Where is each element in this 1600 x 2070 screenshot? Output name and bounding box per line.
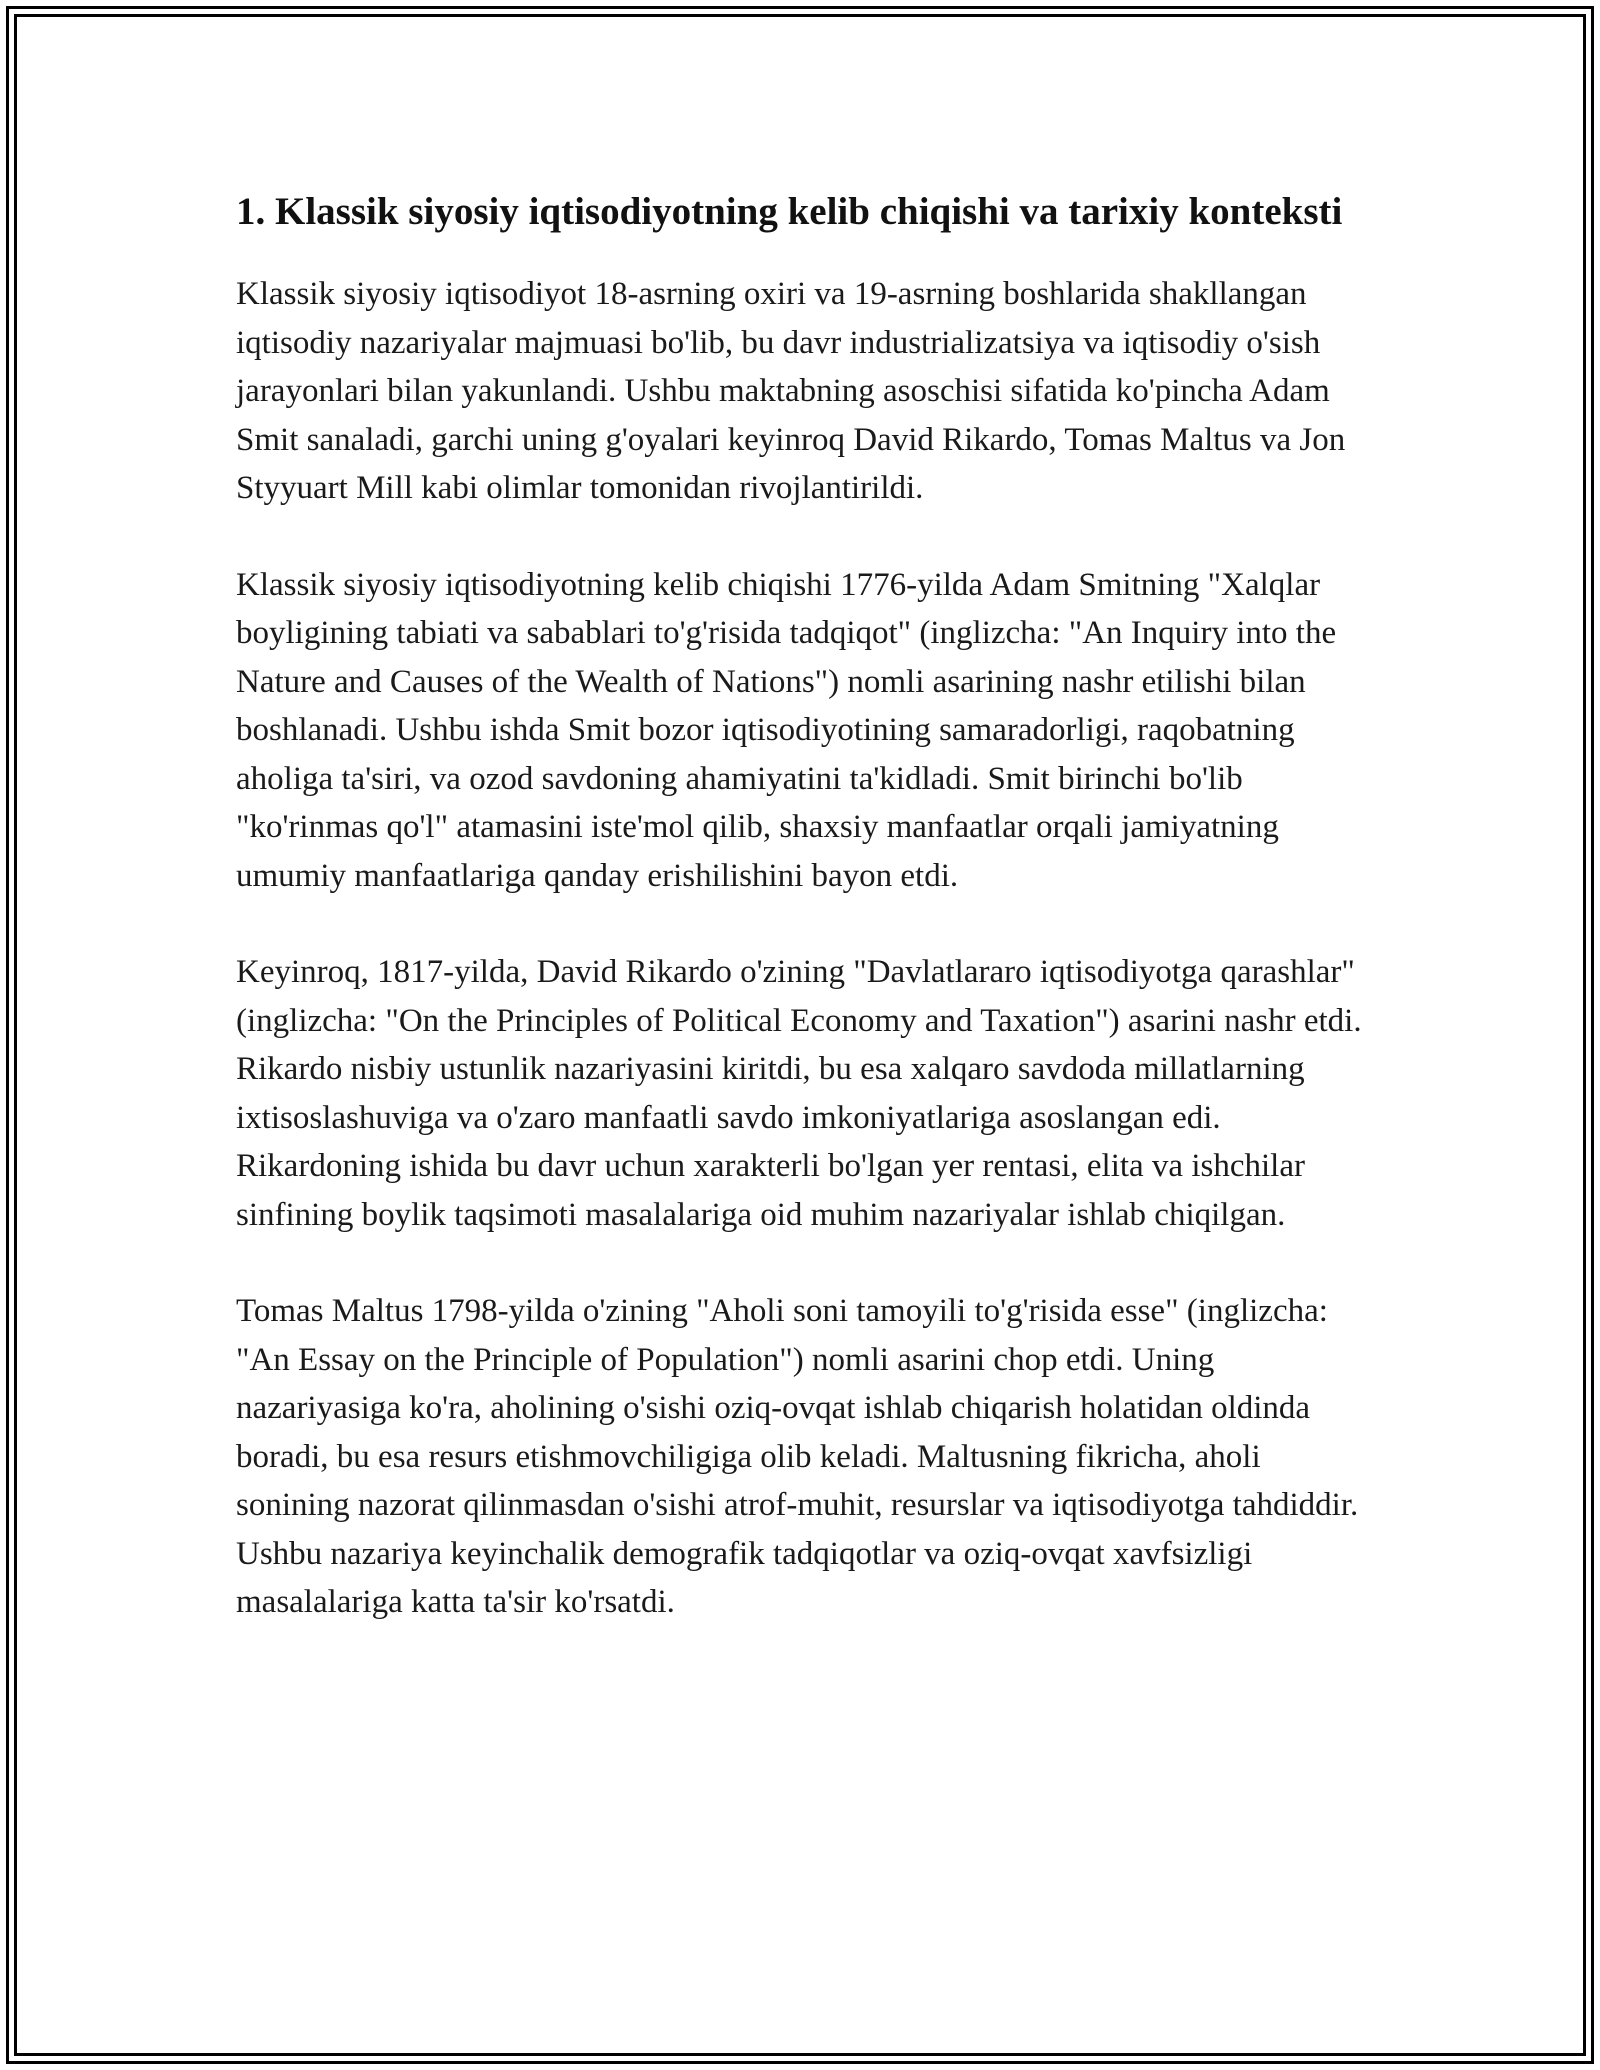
document-body: [236, 184, 1366, 1675]
paragraph-3: Keyinroq, 1817-yilda, David Rikardo o'zining "Davlatlararo iqtisodiyotga qarashlar" (inglizcha: "On the Principles of Political Economy and Taxation") asarini nashr etdi. Rikardo nisbiy ustunlik nazariyasini kiritdi, bu esa xalqaro savdoda millatlarning ixtisoslashuviga va o'zaro manfaatli savdo imkoniyatlariga asoslangan edi. Rikardoning ishida bu davr uchun xarakterli bo'lgan yer rentasi, elita va ishchilar sinfining boylik taqsimoti masalalariga oid muhim nazariyalar ishlab chiqilgan.: [236, 954, 1362, 1233]
paragraph-1: Klassik siyosiy iqtisodiyot 18-asrning oxiri va 19-asrning boshlarida shakllangan iqtisodiy nazariyalar majmuasi bo'lib, bu davr industrializatsiya va iqtisodiy o'sish jarayonlari bilan yakunlandi. Ushbu maktabning asoschisi sifatida ko'pincha Adam Smit sanaladi, garchi uning g'oyalari keyinroq David Rikardo, Tomas Maltus va Jon Styyuart Mill kabi olimlar tomonidan rivojlantirildi.: [236, 276, 1346, 506]
paragraph-4: Tomas Maltus 1798-yilda o'zining "Aholi soni tamoyili to'g'risida esse" (inglizcha: "An Essay on the Principle of Population") nomli asarini chop etdi. Uning nazariyasiga ko'ra, aholining o'sishi oziq-ovqat ishlab chiqarish holatidan oldinda boradi, bu esa resurs etishmovchiligiga olib keladi. Maltusning fikricha, aholi sonining nazorat qilinmasdan o'sishi atrof-muhit, resurslar va iqtisodiyotga tahdiddir. Ushbu nazariya keyinchalik demografik tadqiqotlar va oziq-ovqat xavfsizligi masalalariga katta ta'sir ko'rsatdi.: [236, 1293, 1359, 1620]
paragraph-2: Klassik siyosiy iqtisodiyotning kelib chiqishi 1776-yilda Adam Smitning "Xalqlar boyligining tabiati va sabablari to'g'risida tadqiqot" (inglizcha: "An Inquiry into the Nature and Causes of the Wealth of Nations") nomli asarining nashr etilishi bilan boshlanadi. Ushbu ishda Smit bozor iqtisodiyotining samaradorligi, raqobatning aholiga ta'siri, va ozod savdoning ahamiyatini ta'kidladi. Smit birinchi bo'lib "ko'rinmas qo'l" atamasini iste'mol qilib, shaxsiy manfaatlar orqali jamiyatning umumiy manfaatlariga qanday erishilishini bayon etdi.: [236, 566, 1337, 894]
section-heading: 1. Klassik siyosiy iqtisodiyotning kelib chiqishi va tarixiy konteksti: [236, 190, 1343, 233]
